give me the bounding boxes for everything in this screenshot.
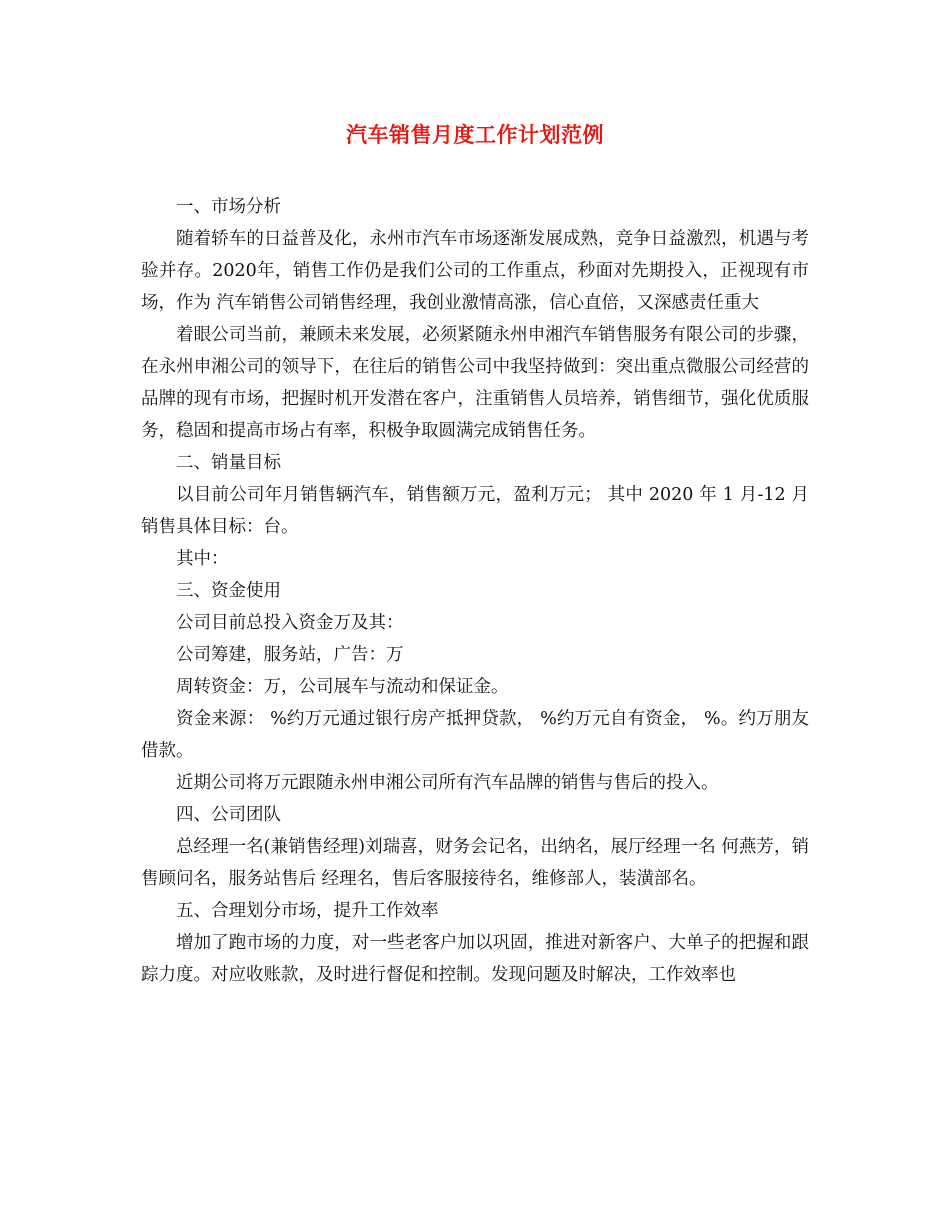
paragraph: 总经理一名(兼销售经理)刘瑞喜，财务会记名，出纳名，展厅经理一名 何燕芳，销售顾问名，服务站售后 经理名，售后客服接待名，维修部人，装潢部名。 — [141, 837, 809, 889]
document-title: 汽车销售月度工作计划范例 — [346, 123, 604, 147]
paragraph: 周转资金：万，公司展车与流动和保证金。 — [176, 677, 509, 697]
paragraph: 着眼公司当前，兼顾未来发展，必须紧随永州申湘汽车销售服务有限公司的步骤，在永州申湘公司的领导下，在往后的销售公司中我坚持做到：突出重点微服公司经营的品牌的现有市场，把握时机开发潜在客户，注重销售人员培养，销售细节，强化优质服务，稳固和提高市场占有率，积极争取圆满完成销售任务。 — [141, 325, 809, 441]
paragraph: 以目前公司年月销售辆汽车，销售额万元，盈利万元； 其中 2020 年 1 月-12 月销售具体目标：台。 — [141, 485, 809, 537]
paragraph: 随着轿车的日益普及化，永州市汽车市场逐渐发展成熟，竞争日益激烈，机遇与考验并存。2020年，销售工作仍是我们公司的工作重点，秒面对先期投入，正视现有市场，作为 汽车销售公司销售经理，我创业激情高涨，信心直倍，又深感责任重大 — [141, 229, 809, 313]
section-heading-sales-target: 二、销量目标 — [176, 453, 281, 473]
paragraph: 增加了跑市场的力度，对一些老客户加以巩固，推进对新客户、大单子的把握和跟踪力度。对应收账款，及时进行督促和控制。发现问题及时解决，工作效率也 — [141, 933, 809, 985]
paragraph: 资金来源： %约万元通过银行房产抵押贷款， %约万元自有资金， %。约万朋友借款。 — [141, 709, 809, 761]
paragraph: 其中： — [176, 549, 229, 569]
section-heading-fund-usage: 三、资金使用 — [176, 581, 281, 601]
paragraph: 公司筹建，服务站，广告：万 — [176, 645, 404, 665]
section-heading-market-division: 五、合理划分市场，提升工作效率 — [176, 901, 439, 921]
document-body — [141, 191, 809, 991]
section-heading-company-team: 四、公司团队 — [176, 805, 281, 825]
paragraph: 公司目前总投入资金万及其： — [176, 613, 404, 633]
paragraph: 近期公司将万元跟随永州申湘公司所有汽车品牌的销售与售后的投入。 — [176, 773, 719, 793]
section-heading-market-analysis: 一、市场分析 — [176, 197, 281, 217]
